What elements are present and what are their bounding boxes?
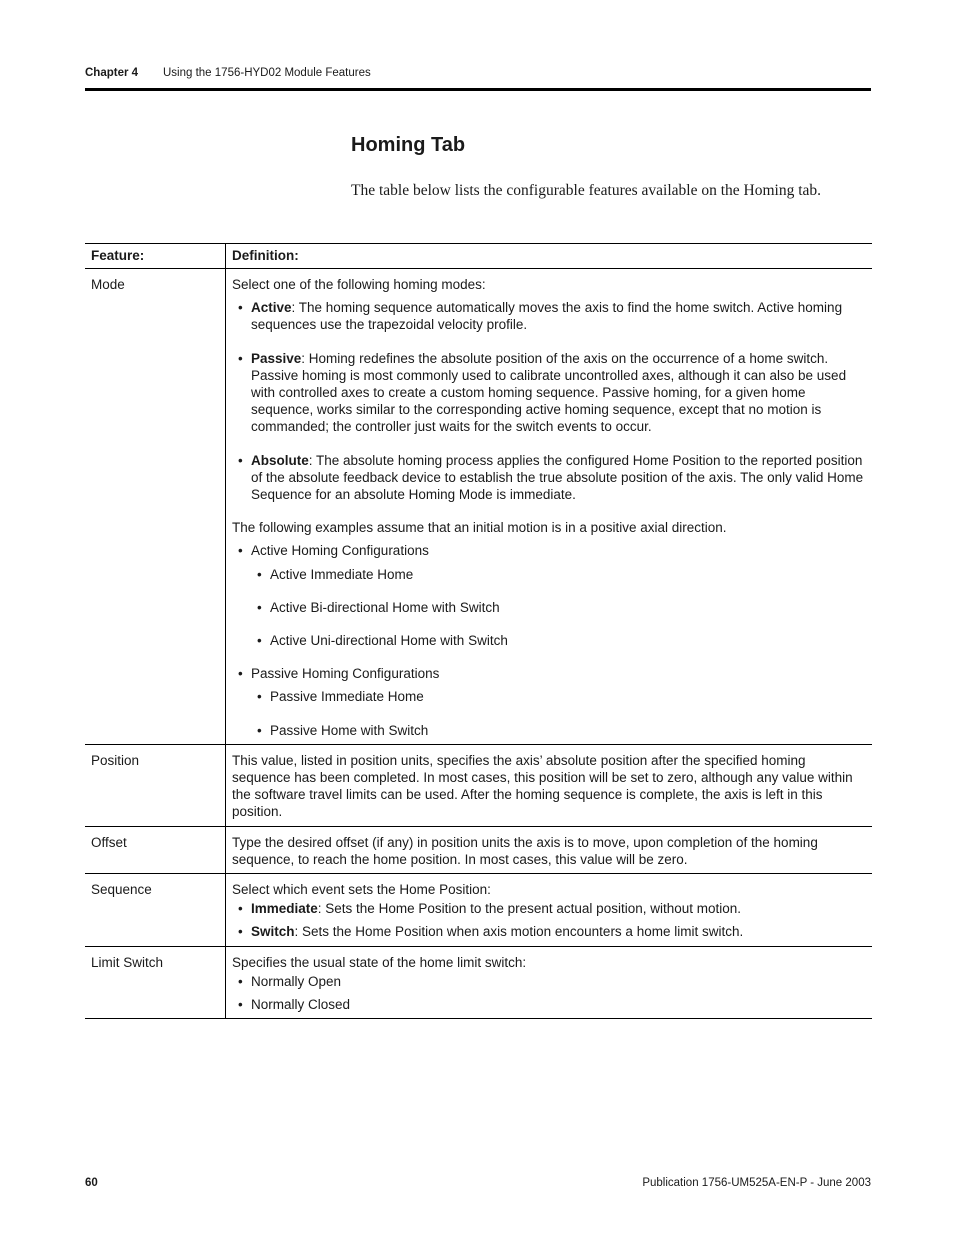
sequence-list: [232, 900, 866, 940]
definition-cell: Type the desired offset (if any) in position units the axis is to move, upon completion of the homing sequence, to reach the home position. In most cases, this value will be zero.: [226, 826, 873, 873]
examples-intro: The following examples assume that an initial motion is in a positive axial direction.: [232, 520, 727, 536]
list-item: • Active Uni-directional Home with Switch: [270, 632, 866, 649]
config-list: [232, 542, 866, 738]
chapter-label: Chapter 4: [85, 67, 139, 79]
list-item: • Normally Closed: [251, 996, 866, 1013]
list-item: • Absolute: The absolute homing process applies the configured Home Position to the reported position of the absolute feedback device to establish the true absolute position of the axis. The only valid Home Sequence for an absolute Homing Mode is immediate.: [251, 452, 866, 504]
feature-cell: Position: [85, 744, 226, 826]
definition-cell: This value, listed in position units, specifies the axis’ absolute position after the specified homing sequence has been completed. In most cases, this position will be set to zero, although any value within the software travel limits can be used. After the homing sequence is complete, the axis is left in this position.: [226, 744, 873, 826]
list-item: • Normally Open: [251, 973, 866, 990]
active-config-list: [251, 566, 866, 650]
definition-cell: [226, 946, 873, 1019]
passive-config-list: [251, 688, 866, 738]
publication-info: Publication 1756-UM525A-EN-P - June 2003: [642, 1177, 871, 1189]
feature-cell: Limit Switch: [85, 946, 226, 1019]
feature-cell: Sequence: [85, 874, 226, 947]
homing-features-table: [85, 243, 872, 1019]
term: Absolute: [251, 452, 309, 468]
table-row-mode: [85, 269, 872, 745]
feature-cell: Offset: [85, 826, 226, 873]
term: Active: [251, 300, 292, 316]
table-header-row: [85, 244, 872, 269]
running-header: [85, 67, 871, 79]
list-item: • Passive Homing Configurations • Passive Immediate Home • Passive Home with Switch: [251, 665, 866, 739]
page-number: 60: [85, 1177, 98, 1189]
list-item: • Switch: Sets the Home Position when axis motion encounters a home limit switch.: [251, 923, 866, 940]
table-row-limit-switch: [85, 946, 872, 1019]
sequence-intro: Select which event sets the Home Position:: [232, 882, 491, 898]
term: Switch: [251, 924, 295, 940]
definition-cell: [226, 269, 873, 745]
list-item: • Passive Home with Switch: [270, 722, 866, 739]
list-item: • Active Immediate Home: [270, 566, 866, 583]
definition-cell: [226, 874, 873, 947]
list-item: • Active Homing Configurations • Active Immediate Home • Active Bi-directional Home with Switch • Active Uni-directional Home with Switch: [251, 542, 866, 649]
mode-intro: Select one of the following homing modes:: [232, 277, 486, 292]
feature-column-header: Feature:: [85, 244, 226, 269]
header-rule: [85, 88, 871, 91]
section-intro: The table below lists the configurable features available on the Homing tab.: [351, 182, 822, 199]
list-item: • Active Bi-directional Home with Switch: [270, 599, 866, 616]
term: Immediate: [251, 901, 318, 917]
chapter-title: Using the 1756-HYD02 Module Features: [163, 67, 371, 79]
table-row-position: [85, 744, 872, 826]
term: Passive: [251, 350, 302, 366]
list-item: • Immediate: Sets the Home Position to the present actual position, without motion.: [251, 900, 866, 917]
limit-switch-intro: Specifies the usual state of the home limit switch:: [232, 954, 527, 970]
table-row-offset: [85, 826, 872, 873]
list-item: • Passive: Homing redefines the absolute position of the axis on the occurrence of a home switch. Passive homing is most commonly used to calibrate uncontrolled axes, although it can also be used with controlled axes to create a custom homing sequence. Passive homing, for a given home sequence, works similar to the corresponding active homing sequence, except that no motion is commanded; the controller just waits for the switch events to occur.: [251, 350, 866, 436]
limit-switch-list: [232, 973, 866, 1013]
definition-column-header: Definition:: [226, 244, 873, 269]
table-row-sequence: [85, 874, 872, 947]
list-item: • Active: The homing sequence automatically moves the axis to find the home switch. Active homing sequences use the trapezoidal velocity profile.: [251, 299, 866, 333]
mode-list: [232, 299, 866, 503]
list-item: • Passive Immediate Home: [270, 688, 866, 705]
section-title: Homing Tab: [351, 134, 466, 156]
feature-cell: Mode: [85, 269, 226, 745]
